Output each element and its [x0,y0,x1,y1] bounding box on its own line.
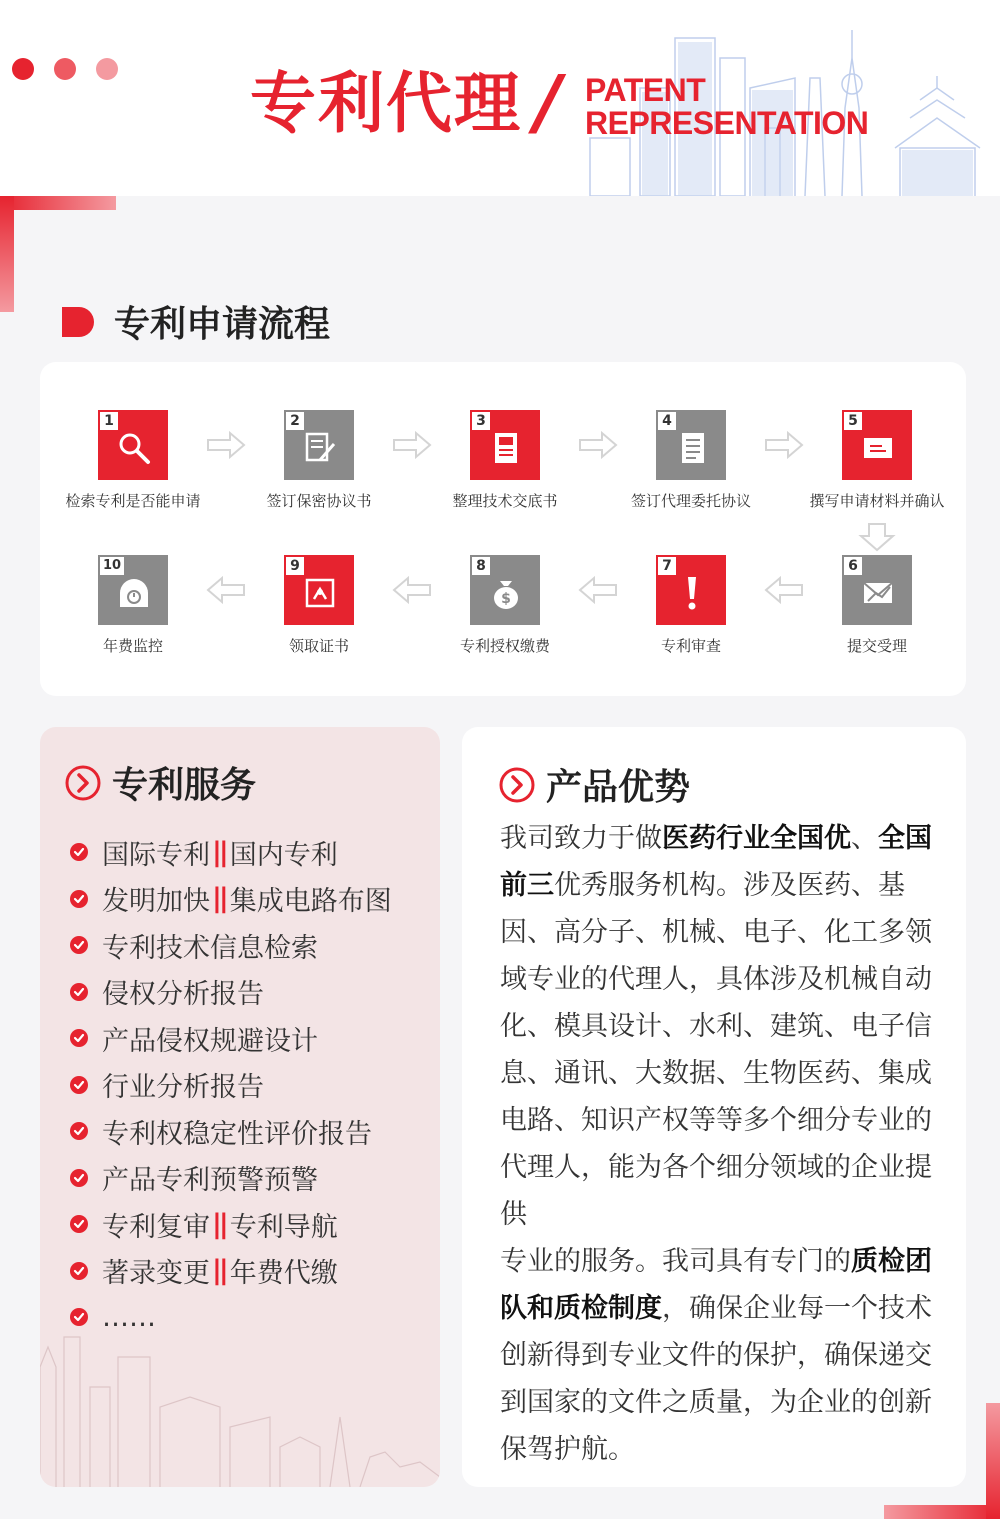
step-label: 提交受理 [846,637,907,655]
corner-bracket-bottom-right [884,1505,1000,1519]
check-circle-icon [70,1215,88,1233]
dot-2 [54,58,76,80]
money-bag-icon [488,575,524,611]
advantages-heading-text: 产品优势 [546,767,691,808]
service-label: 侵权分析报告 [102,979,264,1011]
process-step-7 [591,555,791,656]
service-label: 专利技术信息检索 [102,932,318,964]
step-number: 10 [100,557,124,575]
list-item [70,1248,392,1295]
step-number: 3 [472,412,490,430]
arrow-right-icon [206,430,246,460]
process-step-5 [777,410,977,511]
corner-bracket-top-left-vertical [0,196,14,312]
service-separator: || [212,1255,226,1287]
envelope-icon [860,430,896,466]
clock-icon [116,575,152,611]
service-label-secondary: 年费代缴 [229,1258,338,1290]
page-title: 专利代理 [250,65,522,142]
arrow-right-icon [392,430,432,460]
step-label: 年费监控 [102,637,163,655]
arrow-left-icon [206,575,246,605]
step-label: 整理技术交底书 [452,492,558,510]
list-item [70,1155,392,1202]
services-heading [64,757,256,808]
step-label: 领取证书 [288,637,349,655]
list-item [70,1108,392,1155]
check-circle-icon [70,1169,88,1187]
step-number: 5 [844,412,862,430]
step-icon-box [842,555,912,625]
advantages-text [500,815,932,1473]
corner-bracket-bottom-right-vertical [986,1403,1000,1519]
service-separator: || [212,883,226,915]
title-slash: / [535,60,562,144]
step-icon-box [470,555,540,625]
service-label: 专利复审 [102,1211,210,1243]
service-label-secondary: 国内专利 [229,839,338,871]
chevron-circle-icon [498,766,536,804]
page-title-en [585,74,868,140]
list-item [70,969,392,1016]
adv-text-segment: 我司致力于做 [500,823,662,854]
decorative-dots [12,58,118,80]
document-stamp-icon [488,430,524,466]
chevron-circle-icon [64,764,102,802]
list-item [70,829,392,876]
process-step-2 [219,410,419,511]
mail-submit-icon [860,575,896,611]
process-flow-panel [40,362,966,696]
check-circle-icon [70,1262,88,1280]
list-item [70,1294,392,1341]
step-number: 9 [286,557,304,575]
process-section-heading [62,296,330,347]
dot-1 [12,58,34,80]
step-label: 专利审查 [660,637,721,655]
step-label: 签订代理委托协议 [630,492,751,510]
service-label-secondary: 集成电路布图 [229,886,392,918]
process-step-3 [405,410,605,511]
process-heading-text: 专利申请流程 [114,304,331,345]
list-item [70,1015,392,1062]
list-item [70,922,392,969]
arrow-left-icon [764,575,804,605]
services-heading-text: 专利服务 [112,765,257,806]
arrow-left-icon [392,575,432,605]
process-step-9 [219,555,419,656]
list-item [70,1201,392,1248]
process-step-6 [777,555,977,656]
services-list [70,829,392,1341]
step-icon-box [284,410,354,480]
check-circle-icon [70,936,88,954]
step-label: 撰写申请材料并确认 [809,492,945,510]
service-label: 著录变更 [102,1258,210,1290]
title-en-line-1: PATENT [585,72,706,108]
service-label: 专利权稳定性评价报告 [102,1118,372,1150]
process-step-4 [591,410,791,511]
check-circle-icon [70,1076,88,1094]
arrow-down-icon [857,522,897,552]
step-icon-box [470,410,540,480]
dot-3 [96,58,118,80]
step-icon-box [656,555,726,625]
certificate-icon [302,575,338,611]
process-step-1 [33,410,233,511]
service-label: 国际专利 [102,839,210,871]
advantages-heading [498,759,690,810]
step-number: 7 [658,557,676,575]
service-separator: || [212,1208,226,1240]
corner-bracket-top-left [0,196,116,210]
service-separator: || [212,836,226,868]
list-item [70,1062,392,1109]
check-circle-icon [70,1122,88,1140]
service-label: 行业分析报告 [102,1072,264,1104]
process-step-8 [405,555,605,656]
title-en-line-2: REPRESENTATION [585,105,869,141]
step-label: 检索专利是否能申请 [65,492,201,510]
process-step-10 [33,555,233,656]
exclamation-icon [674,575,710,611]
adv-bold-segment: 质检团队和质检制度 [500,1246,932,1324]
arrow-left-icon [578,575,618,605]
step-icon-box [98,555,168,625]
arrow-right-icon [764,430,804,460]
step-number: 2 [286,412,304,430]
service-label-secondary: 专利导航 [229,1211,338,1243]
step-number: 6 [844,557,862,575]
page-header [0,0,1000,196]
step-number: 8 [472,557,490,575]
document-pen-icon [302,430,338,466]
services-card [40,727,440,1487]
step-label: 签订保密协议书 [266,492,372,510]
adv-text-segment: 专业的服务。我司具有专门的 [500,1246,851,1277]
svg-text:$: $ [501,591,511,607]
check-circle-icon [70,843,88,861]
heading-marker-icon [62,307,94,337]
step-label: 专利授权缴费 [459,637,550,655]
step-number: 1 [100,412,118,430]
step-icon-box [656,410,726,480]
step-icon-box [98,410,168,480]
arrow-right-icon [578,430,618,460]
adv-text-segment: 、 [851,823,878,854]
adv-text-segment: ，确保企业每一个技术创新得到专业文件的保护，确保递交到国家的文件之质量，为企业的创新保驾护航。 [500,1293,932,1465]
service-label: 产品专利预警预警 [102,1165,318,1197]
adv-text-segment: 优秀服务机构。涉及医药、基因、高分子、机械、电子、化工多领域专业的代理人，具体涉及机械自动化、模具设计、水利、建筑、电子信息、通讯、大数据、生物医药、集成电路、知识产权等等多个细分专业的代理人，能为各个细分领域的企业提供 [500,870,932,1230]
adv-bold-segment: 全国前三 [500,823,932,901]
step-icon-box [284,555,354,625]
step-number: 4 [658,412,676,430]
magnifier-icon [116,430,152,466]
service-label: …… [102,1301,156,1333]
document-lines-icon [674,430,710,466]
adv-bold-segment: 医药行业全国优 [662,823,851,854]
step-icon-box [842,410,912,480]
list-item [70,876,392,923]
service-label: 产品侵权规避设计 [102,1025,318,1057]
check-circle-icon [70,1308,88,1326]
advantages-card [462,727,966,1487]
service-label: 发明加快 [102,886,210,918]
check-circle-icon [70,890,88,908]
check-circle-icon [70,1029,88,1047]
check-circle-icon [70,983,88,1001]
